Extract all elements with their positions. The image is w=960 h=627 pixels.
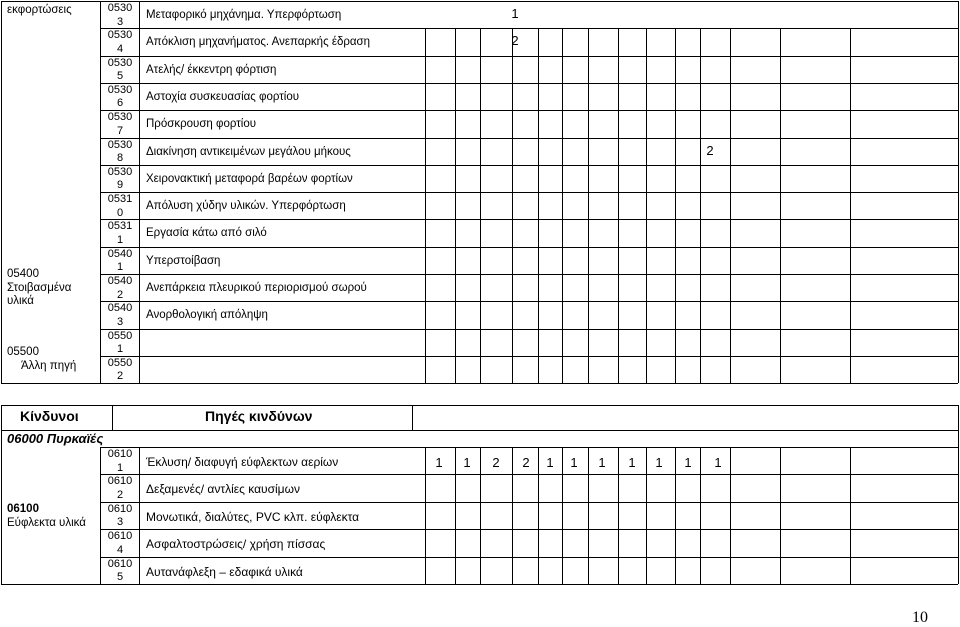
title-left-border [1,430,2,447]
row-description: Μονωτικά, διαλύτες, PVC κλπ. εύφλεκτα [146,509,360,524]
group-name: Στοιβασμένα υλικά [7,282,72,307]
row-code: 0610 3 [107,502,133,529]
row-rule [100,502,958,503]
row-rule [100,301,958,302]
row-description: Δεξαμενές/ αντλίες καυσίμων [146,482,300,497]
row-description: Ασφαλτοστρώσεις/ χρήση πίσσας [146,537,326,552]
row-code: 0550 1 [107,329,133,356]
mark-column-rule [646,447,647,584]
row-code: 0530 3 [107,2,133,28]
row-rule [100,83,958,84]
row-rule [100,383,958,384]
risk-mark: 1 [655,455,663,470]
category-label: εκφορτώσεις [7,4,72,16]
mark-column-rule [562,28,563,383]
mark-column-rule [850,447,851,584]
row-code: 0530 7 [107,111,133,137]
row-rule [100,138,958,139]
row-rule [100,557,958,558]
row-rule [100,28,958,29]
mark-column-rule [618,447,619,584]
mark-column-rule [588,28,589,383]
risk-mark: 1 [546,455,554,470]
row-description: Διακίνηση αντικειμένων μεγάλου μήκους [146,145,351,158]
row-description: Μεταφορικό μηχάνημα. Υπερφόρτωση [146,9,342,21]
mark-column-rule [700,447,701,584]
row-description: Απόλυση χύδην υλικών. Υπερφόρτωση [146,200,346,213]
header-right-border [958,405,959,430]
fire-section-title: 06000 Πυρκαϊές [7,431,104,446]
right-border [958,447,959,584]
row-rule [100,474,958,475]
row-code: 0530 8 [107,138,133,164]
row-description: Ανορθολογική απόληψη [146,309,268,322]
row-code: 0531 0 [107,193,133,219]
row-code: 0530 4 [107,29,133,55]
row-description: Ατελής/ έκκεντρη φόρτιση [146,63,277,76]
mark-column-rule [455,28,456,383]
mark-column-rule [850,28,851,383]
mark-column-rule [730,28,731,383]
mark-column-rule [512,447,513,584]
row-description: Ανεπάρκεια πλευρικού περιορισμού σωρού [146,282,367,294]
row-code: 0610 5 [107,557,133,584]
row-code: 0610 2 [107,475,133,501]
risk-mark: 2 [511,33,519,49]
mark-column-rule [646,28,647,383]
mark-column-rule [425,447,426,584]
risk-mark: 1 [598,455,606,470]
row-description: Υπερστοίβαση [146,254,221,267]
row-code: 0610 4 [107,530,133,556]
mark-column-rule [538,28,539,383]
header-left-border [1,405,2,430]
page-number: 10 [912,609,928,626]
group-bottom-rule [1,383,100,384]
row-code: 0540 3 [107,302,133,328]
risk-mark: 1 [570,455,578,470]
row-rule [100,192,958,193]
risk-mark: 1 [684,455,692,470]
right-border [958,1,959,383]
mark-column-rule [588,447,589,584]
row-code: 0610 1 [107,448,133,474]
mark-column-rule [675,28,676,383]
risk-mark: 2 [706,142,714,158]
row-code: 0550 2 [107,356,133,383]
row-rule [100,329,958,330]
row-rule [100,219,958,220]
mark-column-rule [700,28,701,383]
mark-column-rule [455,447,456,584]
left-border [1,1,2,383]
row-code: 0540 1 [107,247,133,274]
mark-column-rule [562,447,563,584]
title-right-border [958,430,959,447]
sources-header: Πηγές κινδύνων [205,408,313,424]
mark-column-rule [512,28,513,383]
row-rule [100,584,958,585]
row-rule [100,165,958,166]
mark-column-rule [538,447,539,584]
row-description: Αυτανάφλεξη – εδαφικά υλικά [146,564,303,579]
row-rule [100,110,958,111]
risk-mark: 1 [435,455,443,470]
header-bottom-rule [1,430,958,431]
mark-column-rule [780,447,781,584]
left-border [1,447,2,584]
risk-mark: 1 [714,455,722,470]
group-code: 06100 [7,503,39,515]
row-rule [100,56,958,57]
row-code: 0531 1 [107,220,133,246]
row-description: Εργασία κάτω από σιλό [146,227,267,240]
mark-column-rule [618,28,619,383]
row-code: 0540 2 [107,275,133,301]
header-top-rule [1,405,958,406]
row-description: Αστοχία συσκευασίας φορτίου [146,90,300,103]
mark-column-rule [675,447,676,584]
row-description: Έκλυση/ διαφυγή εύφλεκτων αερίων [146,455,339,469]
mark-column-rule [730,447,731,584]
row-rule [100,356,958,357]
group-code: 05500 [7,346,39,358]
mark-column-rule [780,28,781,383]
row-rule [100,274,958,275]
mark-column-rule [480,28,481,383]
risk-mark: 2 [522,455,530,470]
row-rule [100,529,958,530]
row-code: 0530 5 [107,56,133,83]
row-rule [100,247,958,248]
top-border [1,1,958,2]
hazards-header: Κίνδυνοι [20,408,79,424]
group-name: Εύφλεκτα υλικά [7,517,86,529]
risk-mark: 1 [511,6,519,21]
mark-column-rule [480,447,481,584]
header-divider [412,405,413,430]
group-code: 05400 [7,268,39,280]
row-code: 0530 6 [107,83,133,110]
risk-mark: 2 [492,455,500,470]
row-description: Απόκλιση μηχανήματος. Ανεπαρκής έδραση [146,36,371,49]
header-divider [112,405,113,430]
risk-mark: 1 [463,455,471,470]
row-description: Χειρονακτική μεταφορά βαρέων φορτίων [146,172,353,185]
row-description: Πρόσκρουση φορτίου [146,118,257,131]
row-rule [100,447,958,448]
group-name: Άλλη πηγή [21,360,77,372]
row-code: 0530 9 [107,165,133,192]
risk-mark: 1 [628,455,636,470]
mark-column-rule [425,28,426,383]
